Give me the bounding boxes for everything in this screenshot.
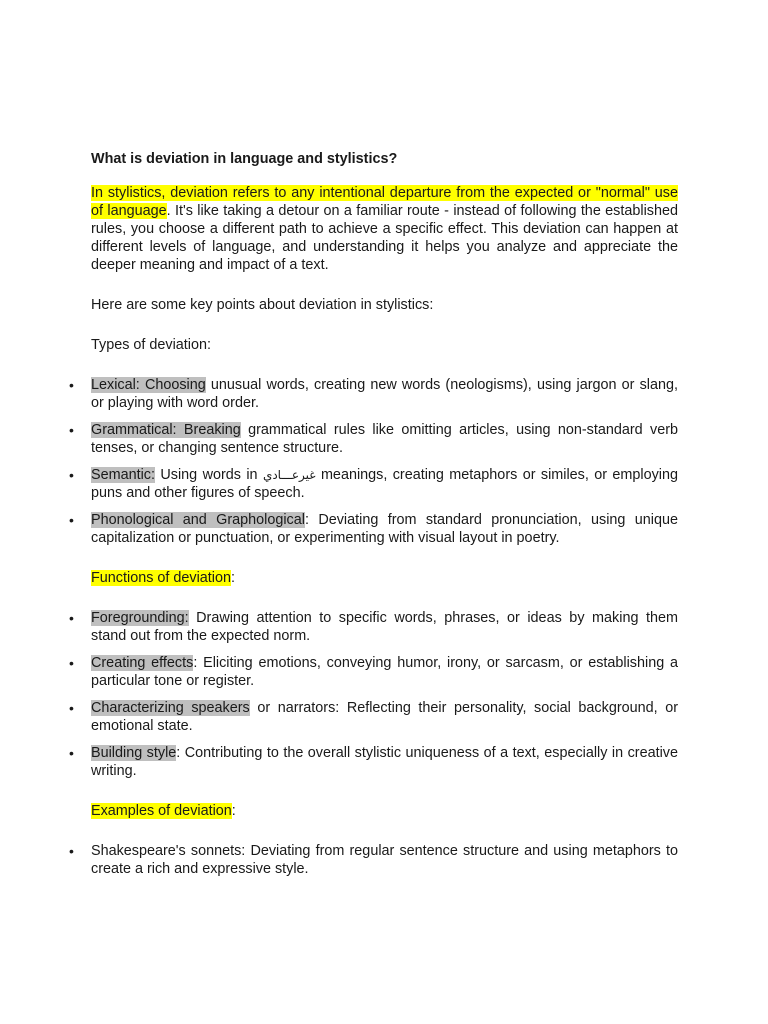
key-points-text: Here are some key points about deviation in stylistics: bbox=[91, 297, 434, 313]
type-text: unusual words, creating new words (neologisms), using jargon or slang, or playing with word order. bbox=[91, 377, 679, 411]
document-title: What is deviation in language and stylistics? bbox=[91, 151, 398, 167]
function-highlight: Characterizing speakers bbox=[91, 700, 250, 716]
function-highlight: Foregrounding: bbox=[91, 610, 189, 626]
list-item bbox=[69, 376, 679, 412]
bullet-icon: • bbox=[69, 700, 74, 716]
type-highlight: Phonological and Graphological bbox=[91, 512, 305, 528]
bullet-icon: • bbox=[69, 843, 74, 859]
document-page bbox=[69, 150, 679, 887]
list-item bbox=[69, 421, 679, 457]
types-heading: Types of deviation: bbox=[91, 337, 211, 353]
list-item bbox=[69, 609, 678, 645]
list-item bbox=[69, 699, 678, 735]
list-item bbox=[69, 654, 678, 690]
intro-highlight: In stylistics, deviation refers to any intentional departure from the expected or "normal" use of language bbox=[91, 185, 678, 219]
type-text: grammatical rules like omitting articles, using non-standard verb tenses, or changing sentence structure. bbox=[91, 422, 679, 456]
bullet-icon: • bbox=[69, 610, 74, 626]
functions-list bbox=[69, 609, 678, 780]
list-item bbox=[69, 511, 678, 547]
examples-heading-line bbox=[91, 802, 678, 820]
function-text: or narrators: Reflecting their personality, social background, or emotional state. bbox=[91, 700, 678, 734]
examples-heading: Examples of deviation bbox=[91, 803, 232, 819]
function-text: Drawing attention to specific words, phrases, or ideas by making them stand out from the expected norm. bbox=[91, 610, 678, 644]
type-highlight: Semantic: bbox=[91, 467, 155, 483]
examples-colon: : bbox=[231, 803, 236, 819]
function-text: : Eliciting emotions, conveying humor, irony, or sarcasm, or establishing a particular tone or register. bbox=[91, 655, 678, 689]
bullet-icon: • bbox=[69, 467, 74, 483]
bullet-icon: • bbox=[69, 422, 74, 438]
bullet-icon: • bbox=[69, 745, 74, 761]
example-text: Shakespeare's sonnets: Deviating from regular sentence structure and using metaphors to create a rich and expressive style. bbox=[91, 843, 678, 877]
functions-heading-line bbox=[91, 569, 678, 587]
type-text-before: Using words in bbox=[155, 467, 263, 483]
arabic-word: غيرعـــادي bbox=[262, 468, 316, 482]
functions-heading: Functions of deviation bbox=[91, 570, 231, 586]
function-text: : Contributing to the overall stylistic uniqueness of a text, especially in creative writing. bbox=[91, 745, 678, 779]
function-highlight: Creating effects bbox=[91, 655, 194, 671]
type-text: : Deviating from standard pronunciation, using unique capitalization or punctuation, or experimenting with visual layout in poetry. bbox=[91, 512, 678, 546]
list-item bbox=[69, 744, 678, 780]
intro-paragraph bbox=[91, 184, 678, 274]
intro-rest: . It's like taking a detour on a familiar route - instead of following the established rules, you choose a different path to achieve a specific effect. This deviation can happen at different levels of language, and understanding it helps you analyze and appreciate the deeper meaning and impact of a text. bbox=[91, 203, 678, 273]
list-item bbox=[69, 466, 679, 502]
type-text-after: meanings, creating metaphors or similes, or employing puns and other figures of speech. bbox=[91, 467, 679, 501]
types-list bbox=[69, 376, 679, 547]
type-highlight: Lexical: Choosing bbox=[91, 377, 206, 393]
function-highlight: Building style bbox=[91, 745, 177, 761]
functions-colon: : bbox=[231, 570, 235, 586]
bullet-icon: • bbox=[69, 655, 74, 671]
bullet-icon: • bbox=[69, 377, 74, 393]
type-highlight: Grammatical: Breaking bbox=[91, 422, 241, 438]
bullet-icon: • bbox=[69, 512, 74, 528]
examples-list bbox=[69, 842, 678, 878]
list-item bbox=[69, 842, 678, 878]
